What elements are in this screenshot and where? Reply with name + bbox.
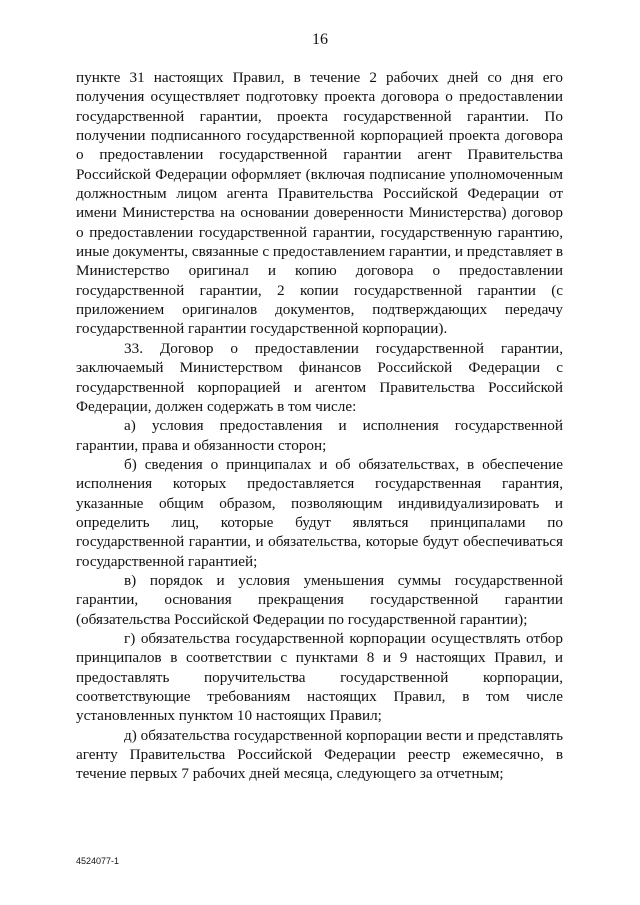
paragraph-clause-33: 33. Договор о предоставлении государственной гарантии, заключаемый Министерством финансов Российской Федерации с государственной корпорацией и агентом Правительства Российской Федерации, должен содержать в том числе: [76,339,563,415]
document-code: 4524077-1 [76,856,120,866]
page-number: 16 [312,31,328,48]
document-body [76,68,563,784]
paragraph-item-g: г) обязательства государственной корпорации осуществлять отбор принципалов в соответствии с пунктами 8 и 9 настоящих Правил, и предоставлять поручительства государственной корпорации, соответствующие требованиям настоящих Правил, в том числе установленных пунктом 10 настоящих Правил; [76,629,563,725]
paragraph-intro-continuation: пункте 31 настоящих Правил, в течение 2 рабочих дней со дня его получения осуществляет подготовку проекта договора о предоставлении государственной гарантии, проекта государственной гарантии. По получении подписанного государственной корпорацией проекта договора о предоставлении государственной гарантии агент Правительства Российской Федерации оформляет (включая подписание уполномоченным должностным лицом агента Правительства Российской Федерации от имени Министерства на основании доверенности Министерства) договор о предоставлении государственной гарантии, государственную гарантию, иные документы, связанные с предоставлением гарантии, и представляет в Министерство оригинал и копию договора о предоставлении государственной гарантии, 2 копии государственной гарантии (с приложением оригиналов документов, подтверждающих передачу государственной гарантии государственной корпорации). [76,69,563,338]
paragraph-item-v: в) порядок и условия уменьшения суммы государственной гарантии, основания прекращения государственной гарантии (обязательства Российской Федерации по государственной гарантии); [76,571,563,628]
paragraph-item-a: а) условия предоставления и исполнения государственной гарантии, права и обязанности сторон; [76,417,563,454]
paragraph-item-b: б) сведения о принципалах и об обязательствах, в обеспечение исполнения которых предоставляется государственная гарантия, указанные общим образом, позволяющим индивидуализировать и определить лиц, которые будут являться принципалами по государственной гарантии, и обязательства, которые будут обеспечиваться государственной гарантией; [76,455,563,570]
paragraph-item-d: д) обязательства государственной корпорации вести и представлять агенту Правительства Российской Федерации реестр ежемесячно, в течение первых 7 рабочих дней месяца, следующего за отчетным; [76,726,563,783]
